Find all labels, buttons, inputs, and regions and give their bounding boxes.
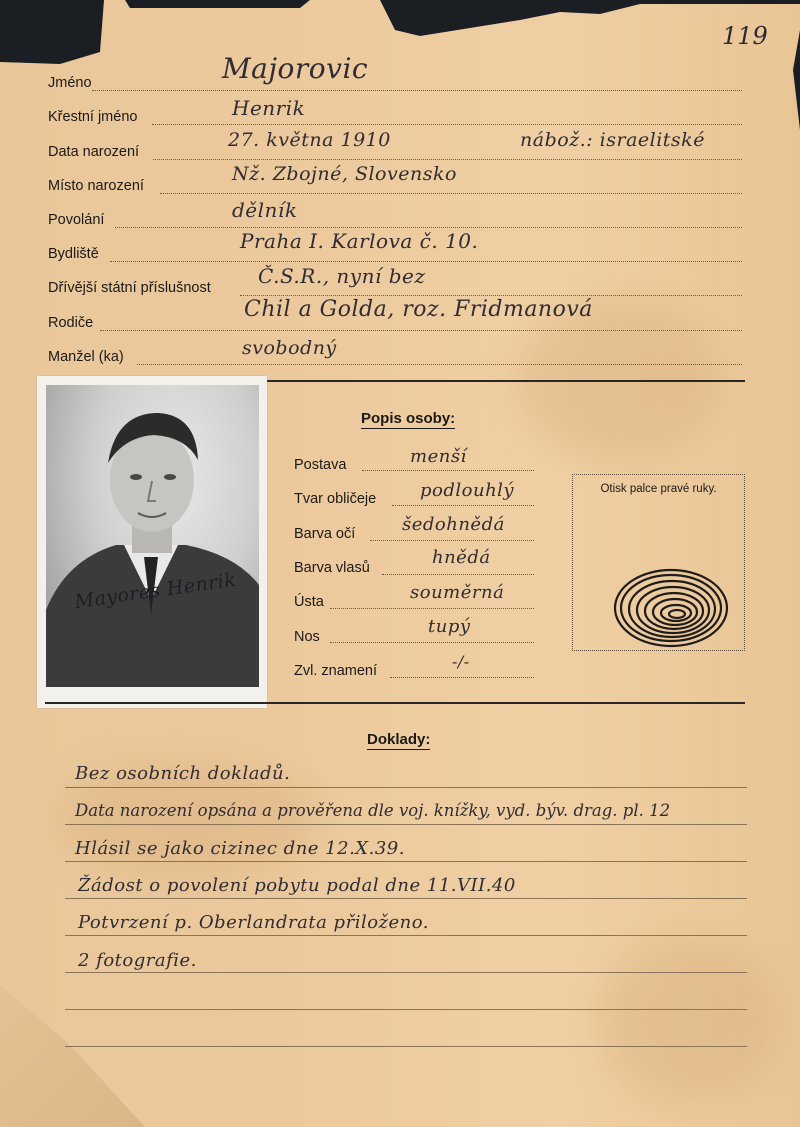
registration-number: 119 (722, 22, 768, 50)
documents-heading: Doklady: (367, 731, 431, 748)
field-value: Henrik (232, 96, 306, 120)
document-note: Hlásil se jako cizinec dne 12.X.39. (75, 838, 405, 859)
field-value: Praha I. Karlova č. 10. (240, 229, 479, 253)
desc-label: Barva vlasů (294, 560, 370, 576)
field-value: Chil a Golda, roz. Fridmanová (244, 297, 593, 322)
desc-line (390, 677, 534, 678)
portrait-image (46, 385, 259, 687)
ruled-line (65, 898, 747, 899)
field-value: Č.S.R., nyní bez (258, 264, 426, 288)
religion-value: nábož.: israelitské (520, 129, 705, 151)
desc-line (392, 505, 534, 506)
field-label: Dřívější státní příslušnost (48, 280, 211, 296)
field-line (110, 261, 742, 262)
ruled-line (65, 787, 747, 788)
thumbprint-icon (573, 475, 744, 650)
desc-line (362, 470, 534, 471)
desc-line (382, 574, 534, 575)
desc-line (370, 540, 534, 541)
field-label: Jméno (48, 75, 92, 91)
field-value: 27. května 1910 (228, 129, 391, 151)
ruled-line (65, 972, 747, 973)
field-label: Povolání (48, 212, 105, 228)
fingerprint-label: Otisk palce pravé ruky. (600, 483, 717, 495)
desc-value: hnědá (432, 547, 491, 568)
desc-value: podlouhlý (420, 480, 515, 501)
document-note: Bez osobních dokladů. (75, 763, 291, 784)
field-value: Majorovic (222, 52, 369, 85)
document-note: Data narození opsána a prověřena dle voj. knížky, vyd. býv. drag. pl. 12 (75, 801, 671, 820)
document-note: Žádost o povolení pobytu podal dne 11.VII.40 (78, 875, 516, 896)
portrait-figure (46, 385, 259, 687)
ruled-line (65, 861, 747, 862)
photo-signature: Mayores Henrik (73, 568, 238, 614)
field-line (152, 124, 742, 125)
field-line (100, 330, 742, 331)
desc-label: Tvar obličeje (294, 491, 377, 507)
desc-line (330, 642, 534, 643)
portrait-photo (37, 376, 267, 708)
ruled-line (65, 935, 747, 936)
desc-line (330, 608, 534, 609)
ruled-line (65, 824, 747, 825)
desc-value: -/- (452, 652, 470, 671)
desc-value: tupý (428, 616, 471, 637)
field-line (240, 295, 742, 296)
document-note: 2 fotografie. (78, 950, 197, 971)
field-value: Nž. Zbojné, Slovensko (232, 163, 457, 185)
field-label: Manžel (ka) (48, 349, 124, 365)
section-divider (45, 702, 745, 704)
field-line (115, 227, 742, 228)
ruled-line (65, 1009, 747, 1010)
field-label: Křestní jméno (48, 109, 138, 125)
field-line (153, 159, 742, 160)
desc-value: souměrná (410, 582, 505, 603)
field-value: dělník (232, 198, 298, 222)
desc-label: Ústa (294, 594, 324, 610)
paper-stain (600, 940, 780, 1100)
field-label: Data narození (48, 144, 140, 160)
ruled-line (65, 1046, 747, 1047)
desc-value: šedohnědá (402, 514, 505, 535)
field-label: Rodiče (48, 315, 94, 331)
field-value: svobodný (242, 337, 337, 359)
field-line (160, 193, 742, 194)
document-note: Potvrzení p. Oberlandrata přiloženo. (78, 912, 430, 933)
desc-label: Nos (294, 629, 320, 645)
field-line (137, 364, 742, 365)
field-line (92, 90, 742, 91)
fingerprint-box (572, 474, 745, 651)
field-label: Místo narození (48, 178, 144, 194)
description-heading: Popis osoby: (361, 410, 456, 427)
desc-value: menší (410, 446, 467, 467)
desc-label: Postava (294, 457, 347, 473)
section-divider (262, 380, 745, 382)
desc-label: Barva očí (294, 526, 356, 542)
field-label: Bydliště (48, 246, 99, 262)
desc-label: Zvl. znamení (294, 663, 377, 679)
